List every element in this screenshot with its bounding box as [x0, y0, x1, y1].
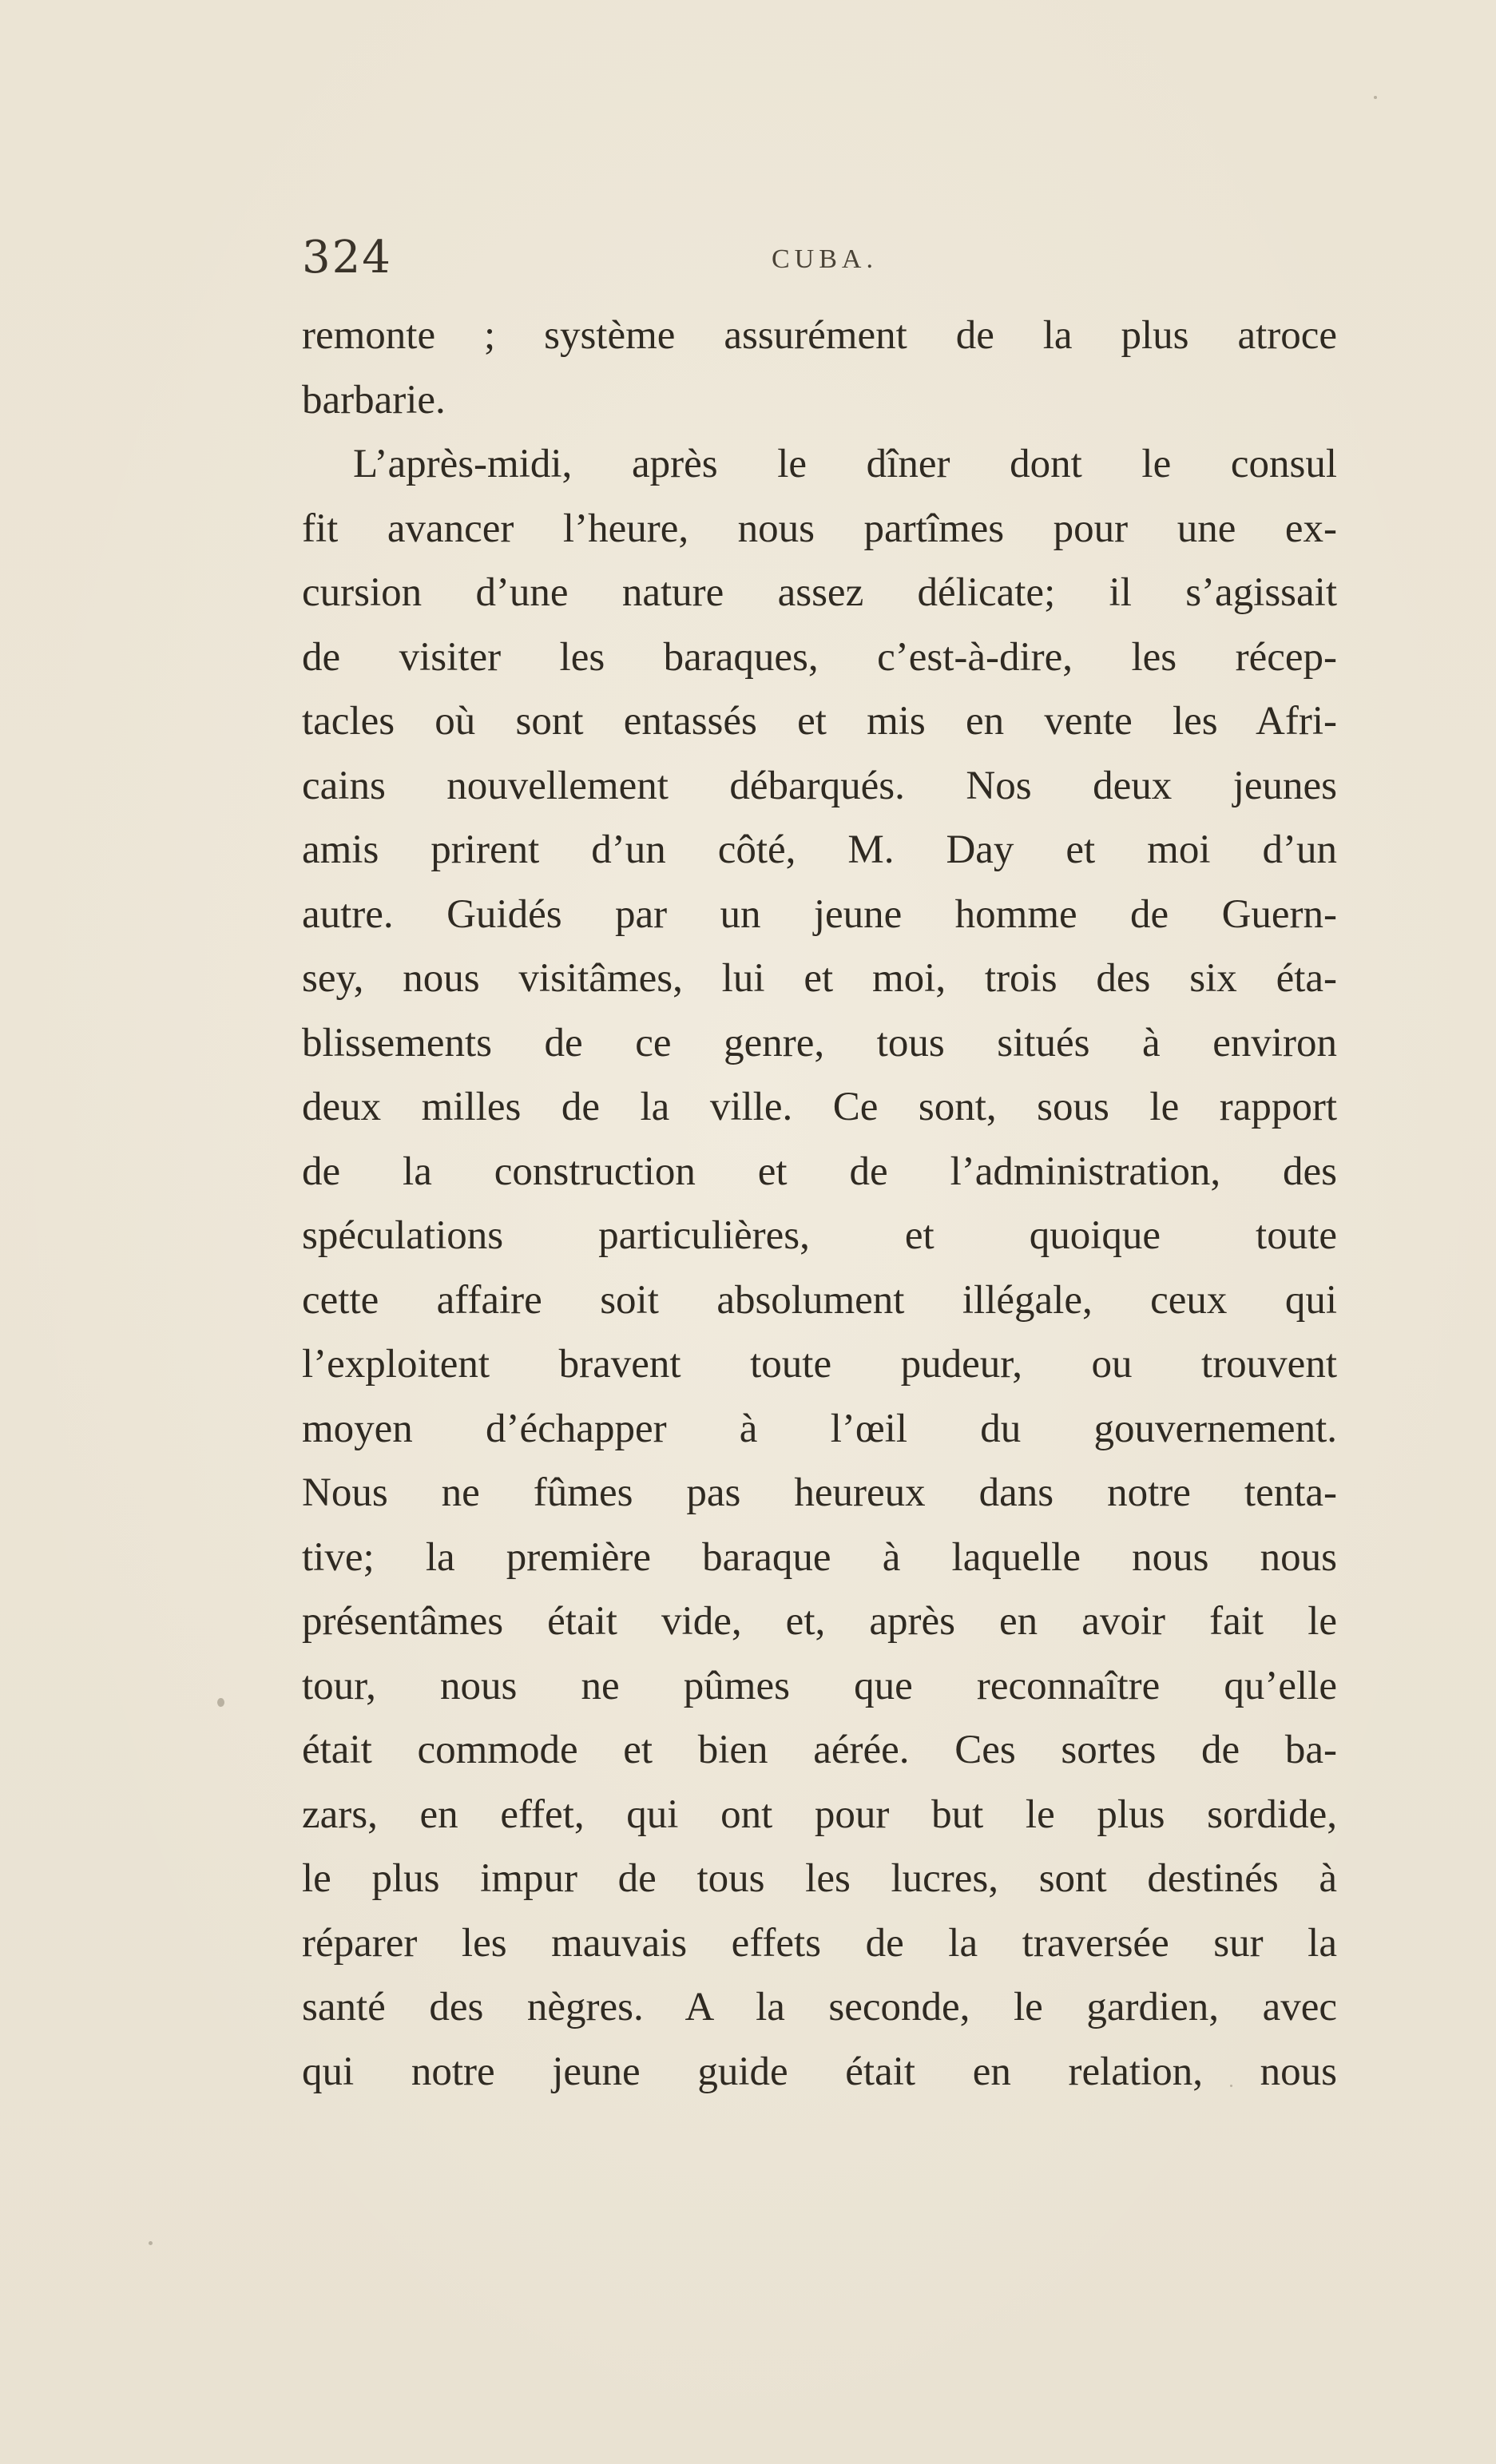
text-line: l’exploitent bravent toute pudeur, ou trouvent	[302, 1342, 1337, 1387]
text-line: tive; la première baraque à laquelle nous nous	[302, 1534, 1337, 1580]
text-line: deux milles de la ville. Ce sont, sous le rapport	[302, 1085, 1337, 1129]
running-head: CUBA.	[772, 244, 878, 274]
text-line: L’après-midi, après le dîner dont le consul	[353, 442, 1337, 486]
text-line: zars, en effet, qui ont pour but le plus sordide,	[302, 1791, 1337, 1837]
text-line: cains nouvellement débarqués. Nos deux jeunes	[302, 763, 1337, 808]
text-line: Nous ne fûmes pas heureux dans notre tenta-	[302, 1470, 1337, 1515]
paper-speck	[149, 2241, 153, 2245]
body-text	[302, 304, 1337, 2104]
text-line: moyen d’échapper à l’œil du gouvernement.	[302, 1406, 1337, 1451]
paper-speck	[217, 1698, 224, 1707]
text-line: remonte ; système assurément de la plus atroce	[302, 313, 1337, 358]
text-line: de visiter les baraques, c’est-à-dire, les récep-	[302, 634, 1337, 680]
paper-speck	[1374, 96, 1377, 99]
text-line: spéculations particulières, et quoique toute	[302, 1213, 1337, 1258]
text-line: tour, nous ne pûmes que reconnaître qu’elle	[302, 1663, 1337, 1708]
page-header	[302, 230, 1340, 294]
text-line: cursion d’une nature assez délicate; il s’agissait	[302, 570, 1337, 615]
text-line: barbarie.	[302, 377, 446, 423]
text-line: présentâmes était vide, et, après en avoir fait le	[302, 1599, 1337, 1644]
text-line: était commode et bien aérée. Ces sortes de ba-	[302, 1728, 1337, 1772]
text-line: cette affaire soit absolument illégale, ceux qui	[302, 1277, 1337, 1323]
text-line: autre. Guidés par un jeune homme de Guern-	[302, 891, 1337, 937]
text-line: de la construction et de l’administration, des	[302, 1149, 1337, 1194]
text-line: fit avancer l’heure, nous partîmes pour une ex-	[302, 506, 1337, 551]
text-line: tacles où sont entassés et mis en vente les Afri-	[302, 699, 1337, 744]
text-line: blissements de ce genre, tous situés à environ	[302, 1020, 1337, 1065]
text-line: le plus impur de tous les lucres, sont destinés à	[302, 1856, 1337, 1901]
text-line: santé des nègres. A la seconde, le gardien, avec	[302, 1985, 1337, 2030]
text-line: sey, nous visitâmes, lui et moi, trois des six éta-	[302, 956, 1337, 1001]
page-number: 324	[302, 232, 392, 284]
text-line: réparer les mauvais effets de la traversée sur la	[302, 1920, 1337, 1966]
text-line: amis prirent d’un côté, M. Day et moi d’un	[302, 827, 1337, 872]
text-line: qui notre jeune guide était en relation, nous	[302, 2049, 1337, 2094]
